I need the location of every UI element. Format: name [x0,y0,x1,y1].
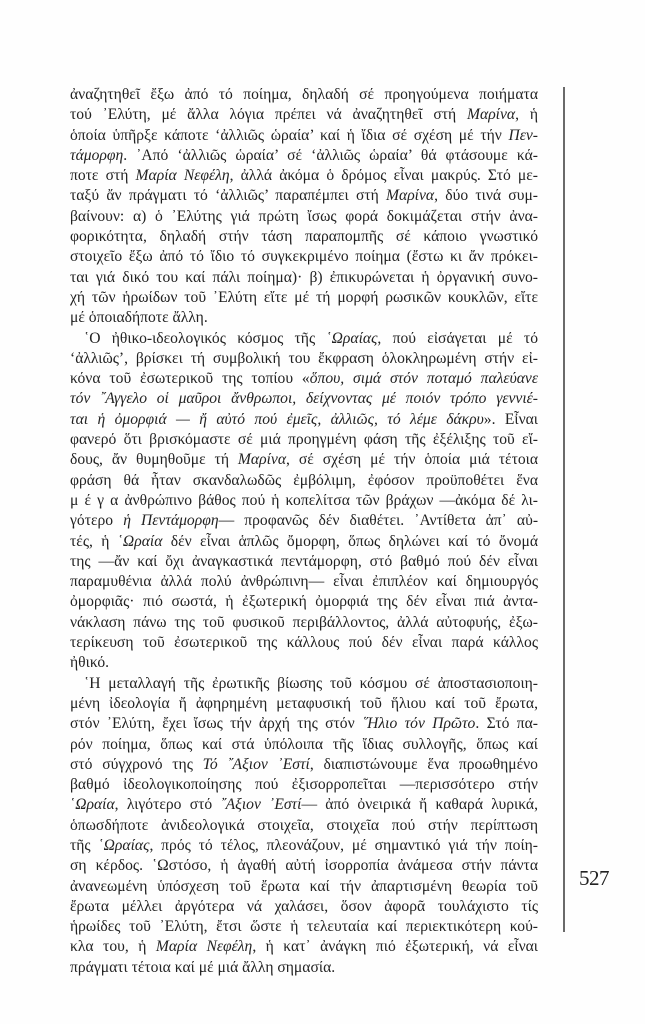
text-line: βαθμό ἰδεολογικοποίησης πού ἐξισορροπεῖται —περισσότερο στήν [70,776,538,794]
text-line: χή τῶν ἡρωίδων τοῦ ᾿Ελύτη εἴτε μέ τή μορφή ρωσικῶν κουκλῶν, εἴτε [70,288,538,306]
text-line: νάκλαση πάνω της τοῦ φυσικοῦ περιβάλλοντος, ἀλλά αὐτοφυής, ἐξω- [70,613,538,631]
text-line: μένη ἰδεολογία ἤ ἀφηρημένη μεταφυσική τοῦ ἥλιου καί τοῦ ἔρωτα, [70,694,538,712]
text-line: τόν ῎Αγγελο οἱ μαῦροι ἄνθρωποι, δείχνοντας μέ ποιόν τρόπο γεννιέ- [70,390,538,408]
text-line: ται ἡ ὀμορφιά — ἤ αὐτό πού ἐμεῖς, ἀλλιῶς, τό λέμε δάκρυ». Εἶναι [70,410,538,428]
text-line: φράση θά ἦταν σκανδαλωδῶς ἐμβόλιμη, ἐφόσον προϋποθέτει ἕνα [70,471,538,489]
text-line: μ έ γ α ἀνθρώπινο βάθος πού ἡ κοπελίτσα τῶν βράχων —ἀκόμα δέ λι- [70,491,538,509]
text-line: κλα του, ἡ Μαρία Νεφέλη, ἡ κατ᾿ ἀνάγκη πιό ἐξωτερική, νά εἶναι [70,938,539,956]
text-line: ἡρωίδες τοῦ ᾿Ελύτη, ἔτσι ὥστε ἡ τελευταία καί περιεκτικότερη κού- [70,918,538,936]
text-line: ἀνανεωμένη ὑπόσχεση τοῦ ἔρωτα καί τήν ἀπαρτισμένη θεωρία τοῦ [70,877,538,895]
page-number: 527 [579,866,609,890]
text-line: τερίκευση τοῦ ἐσωτερικοῦ της κάλλους πού δέν εἶναι παρά κάλλος [70,634,538,652]
text-line: ὁποία ὑπῆρξε κάποτε ‘ἀλλιῶς ὡραία’ καί ἡ ἴδια σέ σχέση μέ τήν Πεν- [70,126,538,144]
text-line: ἠθικό. [70,654,110,672]
text-line: γότερο ἡ Πεντάμορφη— προφανῶς δέν διαθέτει. ᾿Αντίθετα ἀπ᾿ αὐ- [70,512,539,530]
text-line: τῆς ῾Ωραίας, πρός τό τέλος, πλεονάζουν, μέ σημαντικό γιά τήν ποίη- [70,836,539,854]
text-line: ὁπωσδήποτε ἀνιδεολογικά στοιχεῖα, στοιχεῖα πού στήν περίπτωση [70,816,538,834]
text-line: της —ἄν καί ὄχι ἀναγκαστικά πεντάμορφη, στό βαθμό πού δέν εἶναι [70,552,538,570]
text-line: στό σύγχρονό της Τό ῎Αξιον ᾿Εστί, διαπιστώνουμε ἕνα προωθημένο [70,755,538,773]
margin-rule [563,87,565,932]
text-line: ποτε στή Μαρία Νεφέλη, ἀλλά ἀκόμα ὁ δρόμος εἶναι μακρύς. Στό με- [70,167,538,185]
text-line: ῾Η μεταλλαγή τῆς ἐρωτικῆς βίωσης τοῦ κόσμου σέ ἀποστασιοποιη- [84,674,538,692]
text-line: κόνα τοῦ ἐσωτερικοῦ της τοπίου «ὅπου, σιμά στόν ποταμό παλεύανε [70,370,538,388]
text-line: τού ᾿Ελύτη, μέ ἄλλα λόγια πρέπει νά ἀναζητηθεῖ στή Μαρίνα, ἡ [70,106,538,124]
text-line: τές, ἡ ῾Ωραία δέν εἶναι ἁπλῶς ὄμορφη, ὅπως δηλώνει καί τό ὄνομά [70,532,538,550]
text-line: ὀμορφιᾶς· πιό σωστά, ἡ ἐξωτερική ὀμορφιά της δέν εἶναι πιά ἀντα- [70,593,538,611]
text-line: παραμυθένια ἀλλά πολύ ἀνθρώπινη— εἶναι ἐπιπλέον καί δημιουργός [70,573,538,591]
text-line: φορικότητα, δηλαδή στήν τάση παραπομπῆς σέ κάποιο γνωστικό [70,228,538,246]
text-line: ρόν ποίημα, ὅπως καί στά ὑπόλοιπα τῆς ἴδιας συλλογῆς, ὅπως καί [70,735,538,753]
text-line: ἀναζητηθεῖ ἔξω ἀπό τό ποίημα, δηλαδή σέ προηγούμενα ποιήματα [70,86,538,103]
text-line: τάμορφη. ᾿Από ‘ἀλλιῶς ὡραία’ σέ ‘ἀλλιῶς ὡραία’ θά φτάσουμε κά- [70,146,538,164]
text-line: ῾Ωραία, λιγότερο στό ῎Αξιον ᾿Εστί— ἀπό ὀνειρικά ἤ καθαρά λυρικά, [70,796,539,814]
text-line: στόν ᾿Ελύτη, ἔχει ἴσως τήν ἀρχή της στόν ῞Ηλιο τόν Πρῶτο. Στό πα- [70,715,538,733]
text-line: ται γιά δικό του καί πάλι ποίημα)· β) ἐπικυρώνεται ἡ ὀργανική συνο- [70,268,538,286]
text-line: ‘ἀλλιῶς’, βρίσκει τή συμβολική του ἔκφραση ὁλοκληρωμένη στήν εἰ- [70,349,538,367]
text-line: ση κέρδος. ῾Ωστόσο, ἡ ἀγαθή αὐτή ἰσορροπία ἀνάμεσα στήν πάντα [70,857,538,875]
text-line: ταξύ ἄν πράγματι τό ‘ἀλλιῶς’ παραπέμπει στή Μαρίνα, δύο τινά συμ- [70,187,538,205]
text-line: φανερό ὅτι βρισκόμαστε σέ μιά προηγμένη φάση τῆς ἐξέλιξης τοῦ εἴ- [70,431,538,449]
text-line: στοιχεῖο ἔξω ἀπό τό ἴδιο τό συγκεκριμένο ποίημα (ἔστω κι ἄν πρόκει- [70,248,538,266]
text-line: ἔρωτα μέλλει ἀργότερα νά χαλάσει, ὅσον ἀφορᾶ τουλάχιστο τίς [70,897,538,915]
text-line: μέ ὁποιαδήποτε ἄλλη. [70,309,208,327]
body-text [70,85,538,978]
text-line: ῾Ο ἠθικο-ιδεολογικός κόσμος τῆς ῾Ωραίας, πού εἰσάγεται μέ τό [84,329,538,347]
text-line: δους, ἄν θυμηθοῦμε τή Μαρίνα, σέ σχέση μέ τήν ὁποία μιά τέτοια [70,451,538,469]
text-line: πράγματι τέτοια καί μέ μιά ἄλλη σημασία. [70,958,336,976]
text-line: βαίνουν: α) ὁ ᾿Ελύτης γιά πρώτη ἴσως φορά δοκιμάζεται στήν ἀνα- [70,207,538,225]
